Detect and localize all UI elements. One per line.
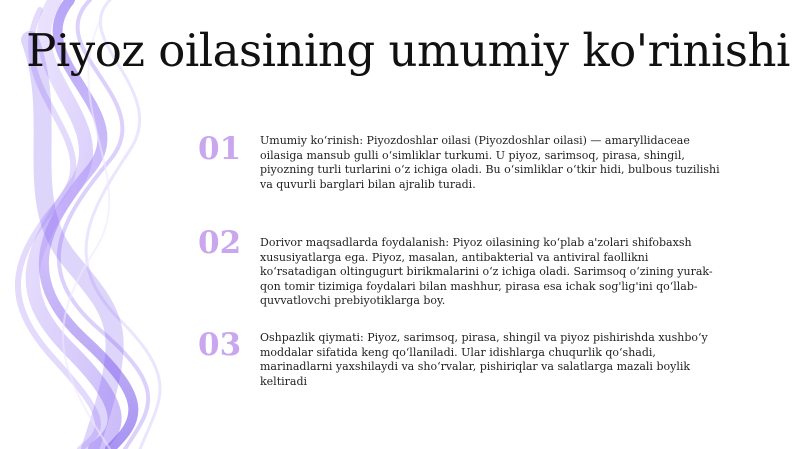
- item-text: Dorivor maqsadlarda foydalanish: Piyoz oilasining ko‘plab a'zolari shifobaxsh xususiyatlarga ega. Piyoz, masalan, antibakterial va antiviral faollikni ko‘rsatadigan oltingugurt birikmalarini o‘z ichiga oladi. Sarimsoq o‘zining yurak-qon tomir tizimiga foydalari bilan mashhur, pirasa esa ichak sog'lig'ini qo‘llab-quvvatlovchi prebiyotiklarga boy.: [260, 236, 713, 308]
- item-number: 03: [198, 327, 242, 363]
- item-number: 01: [198, 131, 242, 167]
- item-number: 02: [198, 225, 242, 261]
- item-text: Umumiy ko‘rinish: Piyozdoshlar oilasi (Piyozdoshlar oilasi) — amaryllidaceae oilasiga mansub gulli o‘simliklar turkumi. U piyoz, sarimsoq, pirasa, shingil, piyozning turli turlarini o‘z ichiga oladi. Bu o‘simliklar o‘tkir hidi, bulbous tuzilishi va quvurli barglari bilan ajralib turadi.: [260, 134, 720, 191]
- slide-title: Piyoz oilasining umumiy ko'rinishi: [26, 24, 790, 77]
- item-text: Oshpazlik qiymati: Piyoz, sarimsoq, pirasa, shingil va piyoz pishirishda xushbo‘y moddalar sifatida keng qo‘llaniladi. Ular idishlarga chuqurlik qo‘shadi, marinadlarni yaxshilaydi va sho‘rvalar, pishiriqlar va salatlarga mazali boylik keltiradi: [260, 331, 708, 388]
